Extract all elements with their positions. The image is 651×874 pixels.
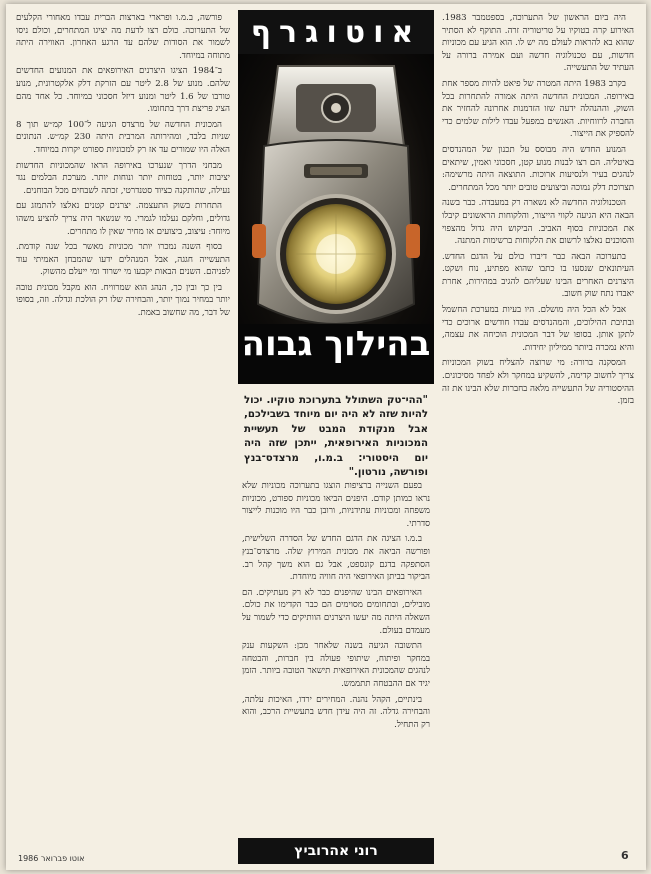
paragraph: ב־1984 הציגו היצרנים האירופאים את המנועים החדשים שלהם. מנוע של 2.8 ליטר עם הזרקת דלק אלקטרונית, מנוע טורבו של 1.6 ליטר ומנוע דיזל חסכוני במיוחד. כל אחד מהם הציג פריצת דרך בתחומו. [16,66,230,115]
paragraph: המנוע החדש היה מבוסס על תכנון של המהנדסים באיטליה. הם רצו לבנות מנוע קטן, חסכוני ואמין, שיתאים לנהגים בעיר ולנסיעות ארוכות. התוצאה היתה מרשימה: תצרוכת דלק נמוכה וביצועים טובים יותר מכל המתחרים. [442,144,634,193]
article-column-right [442,12,634,824]
article-column-left [16,12,230,830]
paragraph: בינתיים, הקהל נהנה. המחירים ירדו, האיכות עלתה, והבחירה גדלה. זה היה עידן חדש בתעשיית הרכב, והוא רק התחיל. [242,694,430,730]
paragraph: מבחני הדרך שנערכו באירופה הראו שהמכוניות החדשות יציבות יותר, בטוחות יותר ונוחות יותר. מערכת הבלמים נגד נעילה, שהותקנה כציוד סטנדרטי, זכתה לשבחים מכל הבוחנים. [16,160,230,196]
magazine-page [6,4,646,870]
paragraph: התשובה הגיעה בשנה שלאחר מכן: השקעות ענק במחקר ופיתוח, שיתופי פעולה בין חברות, והבטחה לנהגים שהמכונית האירופאית תישאר הטובה ביותר. הזמן יגיד אם ההבטחה תתממש. [242,641,430,689]
paragraph: בפעם השנייה ברציפות הוצגו בתערוכה מכוניות שלא נראו כמותן קודם. היפנים הביאו מכוניות ספורט, מכוניות משפחה ומכוניות עתידניות, ורובן כבר היו מוכנות לייצור סדרתי. [242,481,430,529]
headline: בהילוך גבוה [241,324,431,364]
author-byline: רוני אהרוביץ [238,838,434,864]
paragraph: המסקנה ברורה: מי שרוצה להצליח בשוק המכוניות צריך לחשוב קדימה, להשקיע במחקר ולא לפחד מסיכונים. ההיסטוריה של התעשייה מלאה בחברות שלא הבינו את זה בזמן. [442,358,634,407]
paragraph: ב.מ.ו הציגה את הדגם החדש של הסדרה השלישית, ופורשה הביאה את מכונית המירוץ שלה. מרצדס־בנץ הסתפקה בדגם קונספט, אבל גם הוא משך קהל רב. הביקור בביתן האירופאי היה חוויה מיוחדת. [242,534,430,583]
paragraph: פורשה, ב.מ.ו ופרארי בארצות הברית עבדו מאחורי הקלעים של התערוכה. כולם רצו לדעת מה יציגו המתחרים, וכולם ניסו לשמור את הסודות שלהם עד הרגע האחרון. האווירה היתה מתוחה במיוחד. [16,13,230,61]
paragraph: בתערוכה הבאה כבר דיברו כולם על הדגם החדש. העיתונאים שנסעו בו כתבו שהוא מפתיע, נוח ושקט. היצרנים האחרים הבינו שעליהם להגיב במהירות, אחרת יאבדו נתח שוק חשוב. [442,251,634,300]
paragraph: היה ביום הראשון של התערוכה, בספטמבר 1983. האירוע קרה בטוקיו על טריטוריה זרה. התוקף לא הסתיר שהוא בא להראות לעולם מה יש לו. הוא הגיע עם מכוניות חדשות, עם טכנולוגיה חדשה ועם אמירה ברורה על העתיד של התעשייה. [442,13,634,74]
article-column-center [242,480,430,830]
paragraph: אבל לא הכל היה מושלם. היו בעיות במערכת החשמל ובתיבת ההילוכים, והמהנדסים עבדו חודשים ארוכים כדי לתקן אותן. בסופו של דבר המכונית הוכיחה את עצמה, והיא נמכרה ביותר ממיליון יחידות. [442,305,634,353]
paragraph: בסוף השנה נמכרו יותר מכוניות מאשר בכל שנה קודמת. התעשייה חגגה, אבל המנהלים ידעו שהמבחן האמיתי עוד לפניהם. השנים הבאות יקבעו מי ישרוד ומי ייעלם מהשוק. [16,242,230,278]
section-banner: אוטוגרף [238,10,434,54]
paragraph: בקרב 1983 היתה המטרה של פיאט להיות מספר אחת באירופה. המכונית החדשה היתה אמורה להתחרות בכל השוק, וההנהלה ידעה שזו הזדמנות אחרונה להחזיר את החברה לרווחיות. האנשים במפעל עבדו לילות שלמים כדי להספיק את הייצור. [442,78,634,140]
paragraph: המכונית החדשה של מרצדס הגיעה ל־100 קמ״ש תוך 8 שניות בלבד, ומהירותה המרבית היתה 230 קמ״ש. הנתונים האלה היו שמורים עד אז רק למכוניות ספורט יקרות במיוחד. [16,119,230,155]
center-column [238,10,434,866]
paragraph: בין כך ובין כך, הנהג הוא שמרוויח. הוא מקבל מכונית טובה יותר במחיר נמוך יותר, והבחירה שלו רק הולכת וגדלה. וזה, בסופו של דבר, מה שחשוב באמת. [16,282,230,319]
paragraph: הטכנולוגיה החדשה לא נשארה רק במעבדה. כבר בשנה הבאה היא הגיעה לקווי הייצור, והלקוחות הראשונים קיבלו את המכוניות בסוף האביב. הביקוש היה גדול מהצפוי והסוכנים נאלצו לרשום את הלקוחות ברשימות המתנה. [442,198,634,247]
paragraph: האירופאים הבינו שהיפנים כבר לא רק מעתיקים. הם מובילים, ובתחומים מסוימים הם כבר הקדימו את כולם. השאלה היתה מה יעשו היצרנים הוותיקים כדי לשמור על מעמדם בעולם. [242,587,430,636]
article-deck: "ההי־טק השתולל בתערוכת טוקיו. יכול להיות שזה לא היה יום מיוחד בשבילכם, אבל מנקודת המבט של תעשיית המכוניות האירופאית, ייתכן שזה היה יום היסטורי: ב.מ.ו, מרצדס־בנץ ופורשה, נורטון." [244,395,428,479]
issue-footer: אוטו פברואר 1986 [18,854,85,863]
page-number: 6 [621,849,629,862]
paragraph: התחרות בשוק התעצמה. יצרנים קטנים נאלצו להתמזג עם גדולים, וחלקם נעלמו לגמרי. מי שנשאר היה צריך להציע משהו מיוחד: עיצוב, ביצועים או מחיר שאין לו מתחרים. [16,201,230,237]
